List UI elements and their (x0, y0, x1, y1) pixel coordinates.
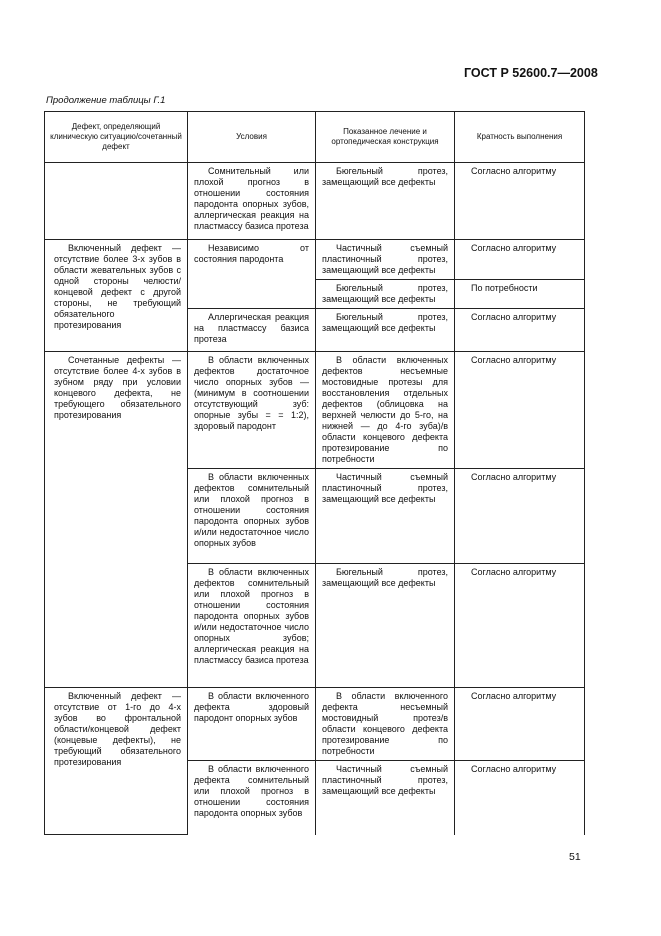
frequency-cell: По потребности (455, 280, 585, 309)
condition-cell: Независимо от состояния пародонта (188, 240, 316, 309)
table-caption: Продолжение таблицы Г.1 (46, 95, 166, 106)
treatment-cell: Бюгельный протез, замещающий все дефекты (316, 309, 455, 352)
condition-cell: В области включенного дефекта здоровый пародонт опорных зубов (188, 688, 316, 761)
treatment-cell: В области включенных дефектов несъемные мостовидные протезы для восстановления отдельных дефектов (облицовка на верхней челюсти до 5-го, на нижней — до 4-го зуба)/в области концевого дефекта протезирование по потребности (316, 352, 455, 469)
table-row (45, 688, 585, 761)
table-row (45, 163, 585, 240)
defect-cell: Включенный дефект — отсутствие более 3-х зубов в области жевательных зубов с одной стороны челюсти/концевой дефект с другой стороны, не требующий обязательного протезирования (45, 240, 188, 352)
frequency-cell: Согласно алгоритму (455, 240, 585, 280)
treatment-table (44, 111, 585, 835)
frequency-cell: Согласно алгоритму (455, 688, 585, 761)
defect-cell: Сочетанные дефекты — отсутствие более 4-х зубов в зубном ряду при условии концевого дефекта, не требующего обязательного протезирования (45, 352, 188, 688)
treatment-cell: Частичный съемный пластиночный протез, замещающий все дефекты (316, 240, 455, 280)
condition-cell: Аллергическая реакция на пластмассу базиса протеза (188, 309, 316, 352)
frequency-cell: Согласно алгоритму (455, 564, 585, 688)
table-row (45, 352, 585, 469)
page-number: 51 (569, 851, 581, 863)
condition-cell: В области включенного дефекта сомнительный или плохой прогноз в отношении состояния пародонта опорных зубов (188, 761, 316, 835)
defect-cell (45, 163, 188, 240)
treatment-cell: Частичный съемный пластиночный протез, замещающий все дефекты (316, 469, 455, 564)
table-header-row (45, 112, 585, 163)
treatment-cell: Бюгельный протез, замещающий все дефекты (316, 163, 455, 240)
treatment-cell: Частичный съемный пластиночный протез, замещающий все дефекты (316, 761, 455, 835)
treatment-cell: Бюгельный протез, замещающий все дефекты (316, 564, 455, 688)
frequency-cell: Согласно алгоритму (455, 469, 585, 564)
condition-cell: В области включенных дефектов сомнительный или плохой прогноз в отношении состояния пародонта опорных зубов и/или недостаточное число опорных зубов (188, 469, 316, 564)
frequency-cell: Согласно алгоритму (455, 761, 585, 835)
column-header-frequency: Кратность выполнения (455, 112, 585, 163)
condition-cell: В области включенных дефектов сомнительный или плохой прогноз в отношении состояния пародонта опорных зубов и/или недостаточное число опорных зубов; аллергическая реакция на пластмассу базиса протеза (188, 564, 316, 688)
frequency-cell: Согласно алгоритму (455, 309, 585, 352)
table-row (45, 240, 585, 280)
document-standard-header: ГОСТ Р 52600.7—2008 (464, 66, 598, 80)
treatment-cell: В области включенного дефекта несъемный мостовидный протез/в области концевого дефекта протезирование по потребности (316, 688, 455, 761)
treatment-cell: Бюгельный протез, замещающий все дефекты (316, 280, 455, 309)
column-header-treatment: Показанное лечение и ортопедическая конструкция (316, 112, 455, 163)
frequency-cell: Согласно алгоритму (455, 352, 585, 469)
column-header-defect: Дефект, определяющий клиническую ситуацию/сочетанный дефект (45, 112, 188, 163)
defect-cell: Включенный дефект — отсутствие от 1-го до 4-х зубов во фронтальной области/концевой дефект (концевые дефекты), не требующий обязательного протезирования (45, 688, 188, 835)
condition-cell: Сомнительный или плохой прогноз в отношении состояния пародонта опорных зубов, аллергическая реакция на пластмассу базиса протеза (188, 163, 316, 240)
column-header-conditions: Условия (188, 112, 316, 163)
condition-cell: В области включенных дефектов достаточное число опорных зубов — (минимум в соотношении отсутствующий зуб: опорные зубы = = 1:2), здоровый пародонт (188, 352, 316, 469)
frequency-cell: Согласно алгоритму (455, 163, 585, 240)
